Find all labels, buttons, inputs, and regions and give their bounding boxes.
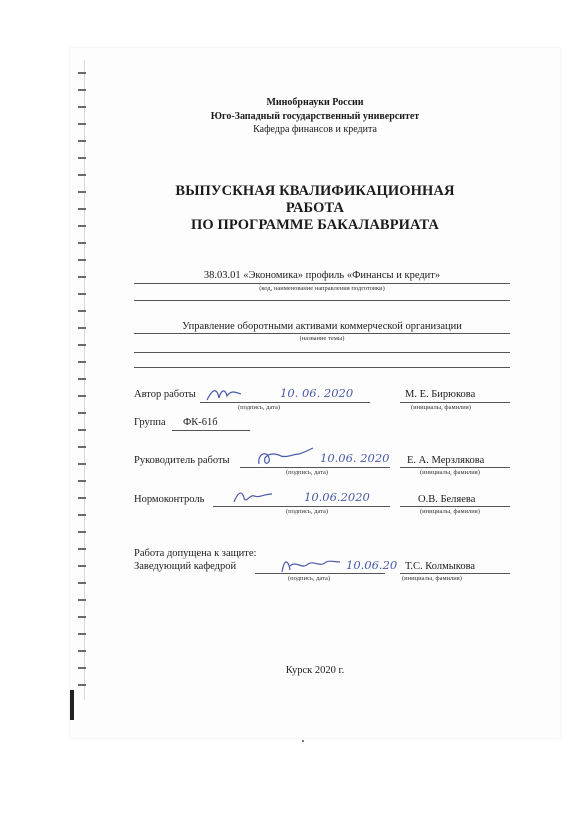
admission-date: 10.06.20: [346, 558, 398, 572]
binding-mark: [78, 89, 86, 91]
normcontrol-signature-icon: [232, 486, 278, 508]
author-name-line: [400, 402, 510, 403]
binding-mark: [78, 633, 86, 635]
binding-mark: [78, 344, 86, 346]
topic-extra-line-1: [134, 352, 510, 353]
normcontrol-name: О.В. Беляева: [418, 494, 476, 505]
author-sign-caption: (подпись, дата): [238, 404, 281, 411]
supervisor-sign-caption: (подпись, дата): [286, 469, 329, 476]
binding-mark: [78, 378, 86, 380]
normcontrol-date: 10.06.2020: [304, 490, 370, 504]
binding-mark: [78, 259, 86, 261]
binding-mark: [78, 446, 86, 448]
normcontrol-name-caption: (инициалы, фамилия): [420, 508, 480, 515]
binding-mark: [78, 650, 86, 652]
supervisor-signature-icon: [255, 444, 317, 470]
direction-underline: [134, 283, 510, 284]
supervisor-name-line: [400, 467, 510, 468]
binding-line: [84, 60, 85, 700]
author-label: Автор работы: [134, 389, 196, 400]
binding-mark: [78, 72, 86, 74]
head-of-department-label: Заведующий кафедрой: [134, 561, 237, 572]
binding-mark: [78, 480, 86, 482]
binding-mark: [78, 293, 86, 295]
binding-mark: [78, 276, 86, 278]
title-line-1: ВЫПУСКНАЯ КВАЛИФИКАЦИОННАЯ: [175, 183, 455, 199]
title-line-2: РАБОТА: [285, 200, 345, 216]
admission-name-line: [400, 573, 510, 574]
title-line-3: ПО ПРОГРАММЕ БАКАЛАВРИАТА: [191, 217, 439, 233]
ministry-name: Минобрнауки России: [266, 97, 364, 108]
group-label: Группа: [134, 417, 166, 428]
binding-mark: [78, 157, 86, 159]
scan-speck: [302, 740, 304, 742]
binding-mark: [78, 463, 86, 465]
direction-value: 38.03.01 «Экономика» профиль «Финансы и кредит»: [203, 270, 441, 281]
binding-mark: [78, 412, 86, 414]
binding-mark: [78, 310, 86, 312]
university-name: Юго-Западный государственный университет: [210, 111, 420, 122]
binding-mark: [78, 174, 86, 176]
supervisor-name-caption: (инициалы, фамилия): [420, 469, 480, 476]
supervisor-label: Руководитель работы: [134, 455, 230, 466]
binding-mark: [78, 684, 86, 686]
department-name: Кафедра финансов и кредита: [253, 124, 377, 135]
binding-mark: [78, 582, 86, 584]
binding-mark: [78, 395, 86, 397]
binding-mark: [78, 599, 86, 601]
topic-value: Управление оборотными активами коммерческой организации: [182, 321, 462, 332]
normcontrol-label: Нормоконтроль: [134, 494, 205, 505]
binding-mark: [78, 616, 86, 618]
author-name-caption: (инициалы, фамилия): [411, 404, 471, 411]
binding-edge: [70, 690, 74, 720]
admission-sign-caption: (подпись, дата): [288, 575, 331, 582]
binding-mark: [78, 140, 86, 142]
author-name: М. Е. Бирюкова: [405, 389, 476, 400]
normcontrol-name-line: [400, 506, 510, 507]
direction-extra-line: [134, 300, 510, 301]
binding-mark: [78, 531, 86, 533]
binding-mark: [78, 497, 86, 499]
topic-underline: [134, 333, 510, 334]
normcontrol-sign-caption: (подпись, дата): [286, 508, 329, 515]
binding-mark: [78, 361, 86, 363]
admission-signature-icon: [280, 554, 342, 576]
city-year: Курск 2020 г.: [285, 665, 345, 676]
supervisor-name: Е. А. Мерзлякова: [407, 455, 485, 466]
group-value: ФК-61б: [183, 417, 218, 428]
admission-label: Работа допущена к защите:: [134, 548, 257, 559]
admission-name-caption: (инициалы, фамилия): [402, 575, 462, 582]
binding-mark: [78, 242, 86, 244]
admission-name: Т.С. Колмыкова: [405, 561, 476, 572]
author-signature-icon: [205, 384, 245, 406]
group-underline: [172, 430, 250, 431]
author-date: 10. 06. 2020: [280, 386, 354, 400]
binding-mark: [78, 565, 86, 567]
binding-mark: [78, 514, 86, 516]
binding-mark: [78, 327, 86, 329]
supervisor-date: 10.06. 2020: [320, 451, 390, 465]
topic-caption: (название темы): [299, 335, 345, 342]
binding-mark: [78, 548, 86, 550]
direction-caption: (код, наименование направления подготовки): [259, 285, 385, 292]
topic-extra-line-2: [134, 367, 510, 368]
binding-mark: [78, 429, 86, 431]
